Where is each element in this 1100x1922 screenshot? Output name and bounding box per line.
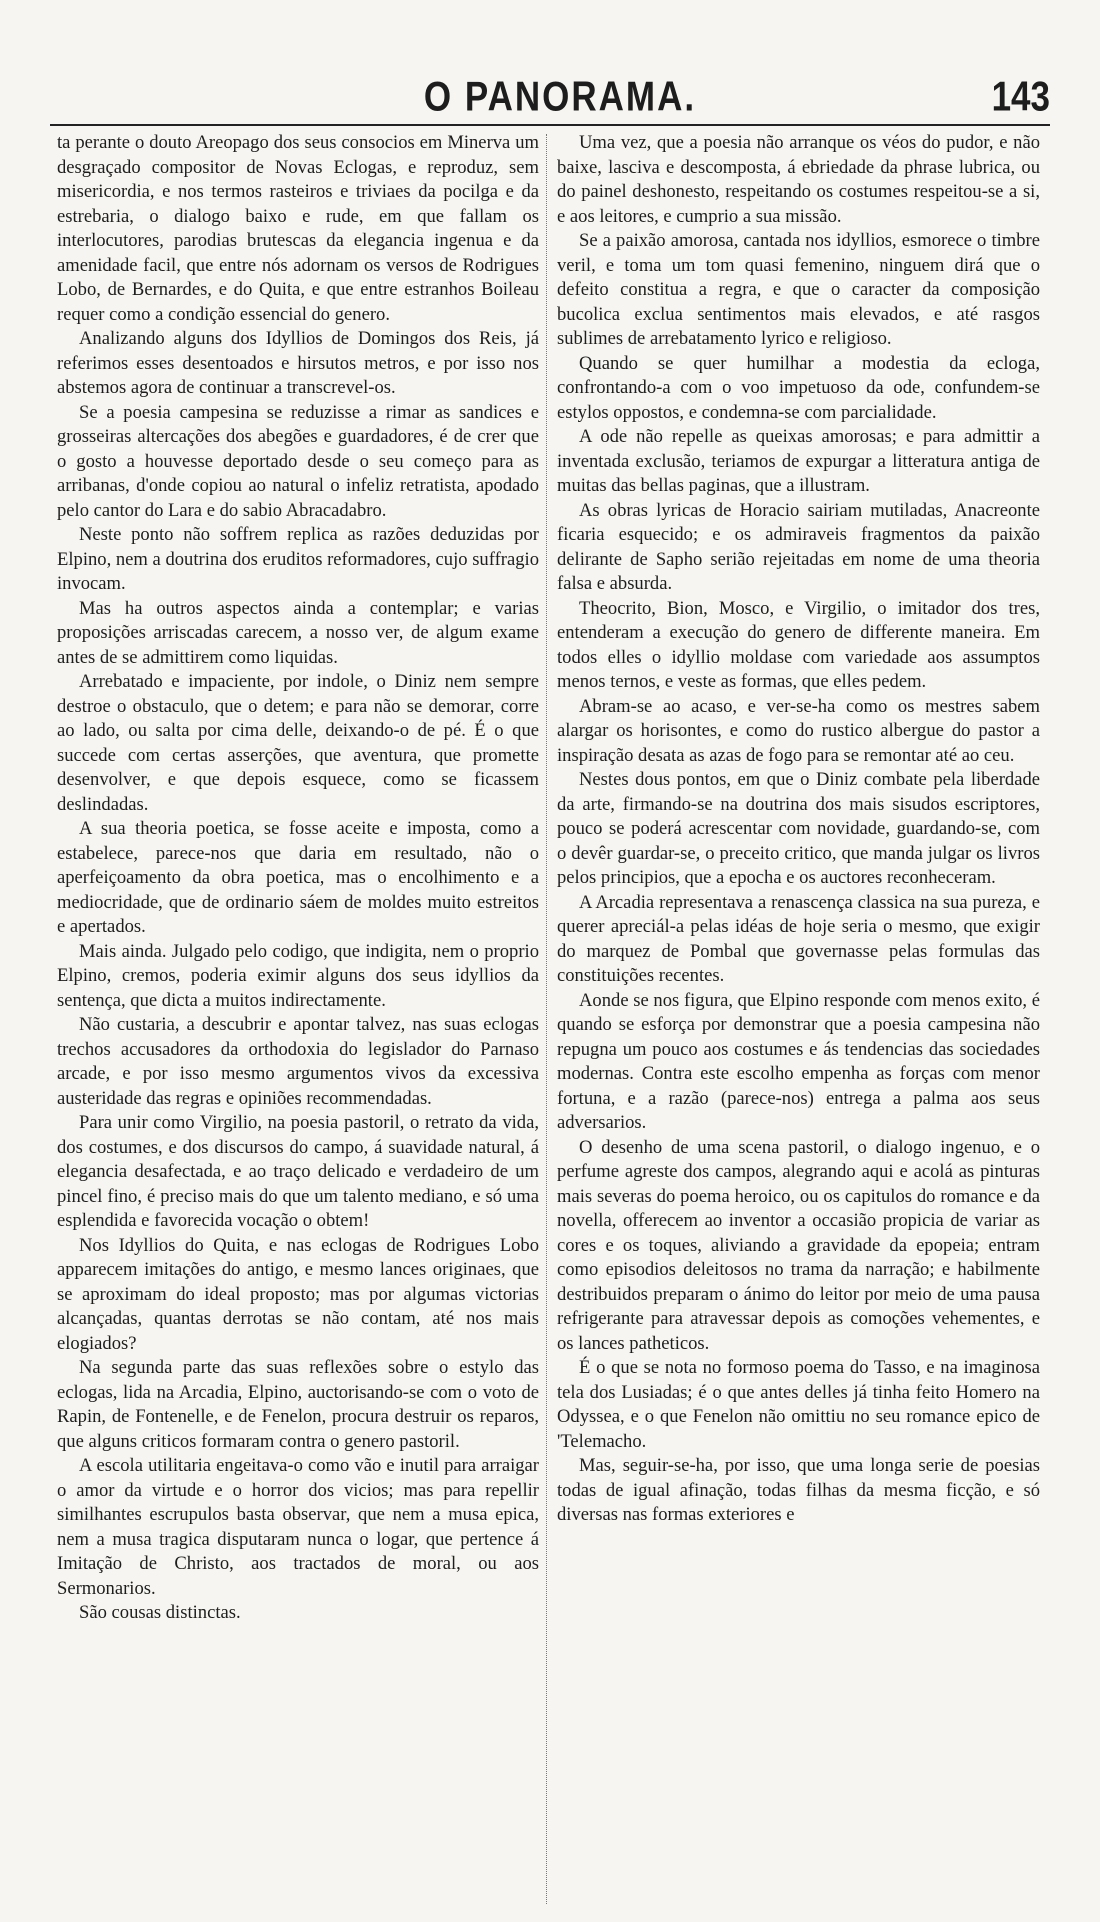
paragraph: Arrebatado e impaciente, por indole, o Diniz nem sempre destroe o obstaculo, que o detem; e para não se demorar, corre ao lado, ou salta por cima delle, deixando-o de pé. É o que succede com certas asserções, que aventura, que promette desenvolver, e que depois esquece, como se ficassem deslindadas. — [57, 671, 539, 815]
paragraph: Neste ponto não soffrem replica as razões deduzidas por Elpino, nem a doutrina dos eruditos reformadores, cujo suffragio invocam. — [57, 524, 539, 594]
paragraph: Não custaria, a descubrir e apontar talvez, nas suas eclogas trechos accusadores da orthodoxia do legislador do Parnaso arcade, e por isso mesmo argumentos vivos da excessiva austeridade das regras e opiniões recommendadas. — [57, 1014, 539, 1109]
paragraph: Abram-se ao acaso, e ver-se-ha como os mestres sabem alargar os horisontes, e como do rustico albergue do pastor a inspiração desata as azas de fogo para se remontar até ao ceu. — [557, 695, 1040, 766]
paragraph: Uma vez, que a poesia não arranque os véos do pudor, e não baixe, lasciva e descomposta, á ebriedade da phrase lubrica, ou do painel deshonesto, respeitando os costumes respeitou-se a si, e aos leitores, e cumprio a sua missão. — [557, 132, 1040, 227]
paragraph: As obras lyricas de Horacio sairiam mutiladas, Anacreonte ficaria esquecido; e os admiraveis fragmentos da paixão delirante de Sapho serião rejeitadas em nome de uma theoria falsa e absurda. — [557, 499, 1040, 594]
paragraph: Na segunda parte das suas reflexões sobre o estylo das eclogas, lida na Arcadia, Elpino, auctorisando-se com o voto de Rapin, de Fontenelle, e de Fenelon, procura destruir os reparos, que alguns criticos formaram contra o genero pastoril. — [57, 1357, 539, 1452]
paragraph: A Arcadia representava a renascença classica na sua pureza, e querer apreciál-a pelas idéas de hoje seria o mesmo, que exigir do marquez de Pombal que governasse pelas formulas das constituições recentes. — [557, 891, 1040, 986]
page-header — [52, 74, 1048, 126]
paragraph: Analizando alguns dos Idyllios de Domingos dos Reis, já referimos esses desentoados e hirsutos metros, e por isso nos abstemos agora de continuar a transcrevel-os. — [57, 328, 539, 398]
paragraph: É o que se nota no formoso poema do Tasso, e na imaginosa tela dos Lusiadas; é o que antes delles já tinha feito Homero na Odyssea, e o que Fenelon não omittiu no seu romance epico de 'Telemacho. — [557, 1357, 1040, 1452]
header-rule — [50, 124, 1050, 126]
paragraph: Mas, seguir-se-ha, por isso, que uma longa serie de poesias todas de igual afinação, todas filhas da mesma ficção, e só diversas nas formas exteriores e — [557, 1455, 1040, 1525]
paragraph: Mais ainda. Julgado pelo codigo, que indigita, nem o proprio Elpino, cremos, poderia eximir alguns dos seus idyllios da sentença, que dicta a muitos indirectamente. — [57, 940, 539, 1011]
left-column — [57, 131, 539, 1626]
paragraph: A ode não repelle as queixas amorosas; e para admittir a inventada exclusão, teriamos de expurgar a litteratura antiga de muitas das bellas paginas, que a illustram. — [557, 426, 1040, 496]
paragraph: Se a paixão amorosa, cantada nos idyllios, esmorece o timbre veril, e toma um tom quasi femenino, ninguem dirá que o defeito constitua a regra, e que o caracter da composição bucolica exclua sentimentos mais elevados, e até rasgos sublimes de arrebatamento lyrico e religioso. — [557, 230, 1040, 349]
paragraph: Quando se quer humilhar a modestia da ecloga, confrontando-a com o voo impetuoso da ode, confundem-se estylos oppostos, e condemna-se com parcialidade. — [557, 352, 1040, 423]
paragraph: Nos Idyllios do Quita, e nas eclogas de Rodrigues Lobo apparecem imitações do antigo, e mesmo lances originaes, que se aproximam do ideal proposto; mas por algumas victorias alcançadas, quantas derrotas se não contam, até nos mais elogiados? — [57, 1234, 539, 1354]
paragraph: São cousas distinctas. — [79, 1602, 241, 1623]
paragraph: Aonde se nos figura, que Elpino responde com menos exito, é quando se esforça por demonstrar que a poesia campesina não repugna um pouco aos costumes e ás tendencias das sociedades modernas. Contra este escolho empenha as forças com menor fortuna, e a razão (parece-nos) entrega a palma aos seus adversarios. — [557, 989, 1040, 1133]
paragraph: Theocrito, Bion, Mosco, e Virgilio, o imitador dos tres, entenderam a execução do genero de differente maneira. Em todos elles o idyllio moldase com variedade aos assumptos menos ternos, e veste as formas, que elles pedem. — [557, 597, 1040, 692]
paragraph: ta perante o douto Areopago dos seus consocios em Minerva um desgraçado compositor de Novas Eclogas, e reproduz, sem misericordia, e nos termos rasteiros e triviaes da pocilga e da estrebaria, o dialogo baixo e rude, em que fallam os interlocutores, parodias brutescas da elegancia ingenua e da amenidade facil, que entre nós adornam os versos de Rodrigues Lobo, de Bernardes, e do Quita, e que entre estranhos Boileau requer como a condição essencial do genero. — [57, 132, 539, 325]
paragraph: A escola utilitaria engeitava-o como vão e inutil para arraigar o amor da virtude e o horror dos vicios; mas para repellir similhantes escrupulos basta observar, que nem a musa epica, nem a musa tragica disputaram nunca o logar, que pertence á Imitação de Christo, aos tractados de moral, ou aos Sermonarios. — [57, 1455, 539, 1599]
paragraph: Para unir como Virgilio, na poesia pastoril, o retrato da vida, dos costumes, e dos discursos do campo, á suavidade natural, á elegancia desafectada, e ao traço delicado e verdadeiro de um pincel fino, é preciso mais do que um talento mediano, e só uma esplendida e favorecida vocação o obtem! — [57, 1112, 539, 1231]
paragraph: Se a poesia campesina se reduzisse a rimar as sandices e grosseiras altercações dos abegões e guardadores, é de crer que o gosto a houvesse deportado desde o seu começo para as arribanas, d'onde copiou ao natural o infeliz retratista, apodado pelo cantor do Lara e do sabio Abracadabro. — [57, 401, 539, 521]
page-number: 143 — [991, 74, 1050, 121]
paragraph: Mas ha outros aspectos ainda a contemplar; e varias proposições arriscadas carecem, a nosso ver, de algum exame antes de se admittirem como liquidas. — [57, 597, 539, 668]
paragraph: A sua theoria poetica, se fosse aceite e imposta, como a estabelece, parece-nos que daria em resultado, não o aperfeiçoamento da obra poetica, mas o encolhimento e a mediocridade, que de ordinario sáem de moldes muito estreitos e apertados. — [57, 818, 539, 937]
paragraph: Nestes dous pontos, em que o Diniz combate pela liberdade da arte, firmando-se na doutrina dos mais sisudos escriptores, pouco se poderá acrescentar com novidade, guardando-se, com o devêr guardar-se, o preceito critico, que manda julgar os livros pelos principios, que a epocha e os auctores reconheceram. — [557, 769, 1040, 888]
journal-title: O PANORAMA. — [423, 74, 697, 121]
right-column — [557, 131, 1040, 1528]
column-divider — [546, 134, 547, 1904]
paragraph: O desenho de uma scena pastoril, o dialogo ingenuo, e o perfume agreste dos campos, alegrando aqui e acolá as pinturas mais severas do poema heroico, ou os capitulos do romance e da novella, offerecem ao inventor a occasião propicia de variar as cores e os toques, aliviando a gravidade da epopeia; entram como episodios deleitosos no trama da narração; e habilmente destribuidos preparam o ánimo do leitor por meio de uma pausa refrigerante para atravessar depois as comoções vehementes, e os lances patheticos. — [557, 1136, 1040, 1354]
